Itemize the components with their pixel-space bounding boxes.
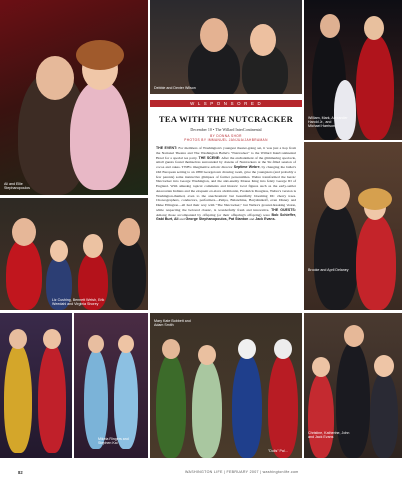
article-subtitle: December 10 • The Willard InterContinental [190, 127, 262, 132]
photo-face [83, 234, 103, 258]
article [150, 96, 302, 310]
body-text: After the enchantment of the glimmering spectacle, small guests found themselves surrounded by dozens of Nutcrackers at the Sir-filled session of cocoa and cakes. TWB's imaginative artistic director [156, 155, 297, 169]
article-byline [150, 134, 302, 142]
photo-figure [370, 371, 398, 458]
body-text: Among those accompanied by offspring (or their offspring's offspring) were [156, 212, 272, 217]
photo-face [274, 339, 292, 359]
photo-bobbett [150, 313, 302, 458]
page-number: 82 [18, 470, 23, 475]
photo-face [36, 56, 74, 100]
photo-figure [334, 80, 356, 140]
photo-face [344, 325, 364, 347]
photo-figure [314, 202, 358, 310]
photo-figure [38, 343, 66, 453]
photo-face [118, 218, 140, 246]
photo-face [200, 18, 228, 52]
photo-caption: William, Mark, Alexander Harold Jr., and Michael Harrison [308, 116, 348, 129]
photo-caption: "Dolls" Pal... [268, 449, 288, 453]
photo-face [50, 240, 68, 262]
page-folio: WASHINGTON LIFE | FEBRUARY 2007 | washingtonlife.com [185, 470, 299, 474]
label-guests: THE GUESTS: [271, 207, 296, 212]
photo-face [324, 178, 350, 210]
photo-evans [304, 313, 402, 458]
body-text: For members of Washington's youngest theater-going set, it was just a hop from the National Theatre and The Washington Ballet's "Nutcracker" to the Willard InterContinental Hotel for a special tea party. [156, 146, 296, 160]
label-event: THE EVENT: [156, 146, 178, 150]
label-scene: THE SCENE: [198, 155, 221, 160]
photo-figure [356, 214, 396, 310]
photo-face [9, 329, 27, 349]
article-body [156, 146, 296, 222]
photo-figure [156, 353, 186, 458]
photo-figure [268, 353, 298, 458]
photo-face [118, 335, 134, 353]
photo-figure [6, 238, 42, 310]
photo-figure [70, 80, 130, 190]
page-footer [0, 460, 402, 480]
photo-face [198, 345, 216, 365]
photo-face [12, 218, 36, 246]
photo-face [364, 16, 384, 40]
byline-author: BY DONNA SHOR [210, 134, 242, 138]
photo-face [43, 329, 61, 349]
photo-caption: Brooke and April Delaney [308, 268, 349, 272]
photo-caption: Liz Cushing, Bennett Welsh, Erik Weedahl and Virginia Shorey [52, 298, 105, 307]
body-text: , by changing the ballet's Old European setting to an 1880 Georgetown drawing room, gave the youngsters (and probably a few parents) some instructive glimpses of former personalities. Webre transformed the heroic Nutcracker into George Washington, and the anti-enemy Mouse King into feisty George III of England. With amusing topical comments and historic local figures such as the early-settler Anacostian Indians and the eloquent ex-slave abolitionist, Frederick Douglass, Webre's version is Washington-themed, even to the anachronistic but beautifully blooming DC cherry trees. Choreographers, conductors, performers—Petipa, Balanchine, Baryshnikoff, even Disney and Duke Ellington—all had their way with "The Nutcracker," but Webre's ground-breaking vision, while respecting the beloved classic, is wonderfully fresh and innovative. [156, 165, 296, 212]
guest-names: Bob Schieffer, Gabi Burt, Ali [156, 212, 296, 222]
photo-face [250, 24, 276, 56]
photo-hair [358, 188, 392, 210]
photo-figure [336, 341, 370, 458]
photo-dancers-1 [0, 313, 72, 458]
guest-names: Jack Evans. [255, 217, 276, 222]
photo-figure [84, 349, 108, 449]
photo-figure [114, 349, 138, 449]
guest-names: George Stephanopoulos, Pat Stanton [185, 217, 249, 222]
photo-caption: Ali and Ellie Stephanopoulos [4, 182, 30, 191]
sponsored-kicker: W L S P O N S O R E D [150, 100, 302, 107]
article-title: TEA WITH THE NUTCRACKER [158, 114, 294, 124]
body-text: and [248, 217, 256, 222]
byline-photos: PHOTOS BY IMMANUEL JANJUA/JAHBRAMAN [184, 138, 268, 142]
photo-face [88, 335, 104, 353]
photo-caption: Debbie and Dexter Wilson [154, 86, 196, 90]
photo-stephanopoulos [0, 0, 148, 195]
photo-caption: Mikela Ringers and Stephen Kai [98, 437, 129, 446]
photo-face [374, 355, 394, 377]
director-name: Septime Webre [233, 165, 260, 169]
photo-harrison [304, 0, 402, 140]
photo-caption: Mary Kate Bobbett and Adam Smith [154, 319, 191, 328]
photo-face [320, 14, 340, 38]
body-text: and [178, 217, 186, 222]
photo-hair [76, 40, 124, 70]
photo-wilson [150, 0, 302, 94]
photo-figure [232, 353, 262, 458]
photo-figure [308, 373, 334, 458]
photo-figure [192, 359, 222, 458]
photo-figure [4, 343, 32, 453]
photo-face [162, 339, 180, 359]
photo-face [238, 339, 256, 359]
photo-delaney [304, 142, 402, 310]
photo-caption: Christine, Katherine, John and Jack Evans [308, 431, 350, 440]
photo-cushing-group [0, 198, 148, 310]
photo-face [312, 357, 330, 377]
photo-ringers [74, 313, 148, 458]
